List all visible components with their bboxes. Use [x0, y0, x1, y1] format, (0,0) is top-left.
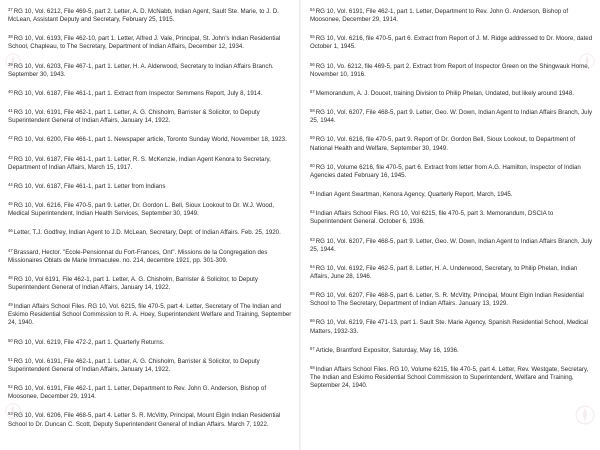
- watermark-emblem-icon: [578, 52, 596, 70]
- endnote: [310, 107, 594, 125]
- endnote-number: 46: [8, 228, 13, 234]
- endnote-number: 54: [310, 7, 315, 12]
- endnote-text: RG 10, Vol. 6207, File 468-5, part 6. Letter, S. R. McVitty, Principal, Mount Elgin Indian Residential School to The Secretary, Department of Indian Affairs. January 13, 1929.: [310, 292, 584, 308]
- endnote: [310, 317, 594, 335]
- endnote: [8, 274, 292, 292]
- endnote-text: RG 10, Vol. 6191, File 462-1, part 1. Letter, Department to Rev. John G. Anderson, Bishop of Moosonee, December 29, 1914.: [8, 385, 267, 401]
- endnote: [8, 247, 292, 265]
- endnote-number: 67: [310, 345, 315, 351]
- endnote-number: 40: [8, 88, 13, 94]
- endnote-number: 59: [310, 135, 315, 141]
- endnote-text: Memorandum, A. J. Doucet, training Division to Philip Phelan, Undated, but likely around 1948.: [315, 89, 574, 97]
- endnote: [8, 410, 292, 428]
- endnote: [8, 337, 292, 347]
- endnotes-right-column: [310, 6, 594, 399]
- endnote-number: 39: [8, 61, 13, 67]
- endnote: [8, 154, 292, 172]
- endnote-text: Article, Brantford Expositor, Saturday, May 16, 1936.: [315, 346, 459, 354]
- endnote-number: 55: [310, 34, 315, 40]
- endnote-text: RG 10, Vol. 6191, File 462-1, part 1. Letter, Department to Rev. John G. Anderson, Bishop of Moosonee, December 29, 1914.: [310, 8, 569, 24]
- endnote-text: RG 10, Vol. 6192, File 462-5, part 8. Letter, H. A. Underwood, Secretary, to Philip Phelan, Indian Affairs, June 28, 1946.: [310, 264, 578, 280]
- endnote-number: 68: [310, 364, 315, 370]
- endnote: [8, 134, 292, 144]
- endnote-number: 60: [310, 162, 315, 168]
- page-gutter: [299, 0, 301, 450]
- endnote: [310, 345, 594, 355]
- endnote: [8, 200, 292, 218]
- endnote-text: Indian Affairs School Files. RG 10, Vol. 6215, file 470-5, part 4. Letter, Secretary of The Indian and Eskimo Residential School Commission to R. A. Hoey, Superintendent Welfare and Training, September 24, 1940.: [8, 303, 292, 327]
- watermark-emblem-icon: [4, 402, 22, 420]
- endnote-number: 42: [8, 135, 13, 141]
- endnote: [8, 383, 292, 401]
- endnote-text: Indian Agent Swartman, Kenora Agency, Quarterly Report, March, 1945.: [315, 191, 513, 199]
- endnote: [310, 290, 594, 308]
- endnote-text: RG 10, Vol. 6187, File 461-1, part 1. Extract from Inspector Semmens Report, July 8, 1914.: [13, 89, 263, 97]
- endnote: [310, 364, 594, 390]
- endnote-number: 61: [310, 190, 315, 196]
- endnote-text: RG 10, Vol. 6219, File 471-13, part 1. Sault Ste. Marie Agency, Spanish Residential School, Medical Matters, 1932-33.: [310, 319, 588, 335]
- endnote: [8, 61, 292, 79]
- endnote-text: RG 10, Vol. 6212, File 469-5, part 2. Letter, A. D. McNabb, Indian Agent, Sault Ste. Marie, to J. D. McLean, Assistant Deputy and Secretary, February 25, 1915.: [8, 8, 279, 24]
- watermark-emblem-icon: [574, 404, 596, 426]
- endnote-number: 65: [310, 291, 315, 297]
- endnote: [8, 6, 292, 24]
- endnote-number: 43: [8, 154, 13, 160]
- endnote-number: 64: [310, 263, 315, 269]
- endnote-number: 53: [8, 411, 13, 417]
- endnote-number: 47: [8, 247, 13, 253]
- endnote-number: 49: [8, 302, 13, 308]
- endnote-number: 63: [310, 236, 315, 242]
- endnote-text: RG 10, Vol. 6207, File 468-5, part 9. Letter, Geo. W. Down, Indian Agent to Indian Affairs Branch, July 25, 1944.: [310, 109, 593, 125]
- endnote: [310, 61, 594, 79]
- endnote: [8, 181, 292, 191]
- endnote-number: 37: [8, 7, 13, 12]
- endnote-text: RG 10, Vol. 6191, File 462-1, part 1. Letter, A. G. Chisholm, Barrister & Solicitor, to Deputy Superintendent General of Indian Affairs, January 14, 1922.: [8, 109, 260, 125]
- endnote-text: RG 10, Vol. 6207, File 468-5, part 9. Letter, Geo. W. Down, Indian Agent to Indian Affairs Branch, July 25, 1944.: [310, 237, 593, 253]
- endnote-text: RG 10, Vol. 6191, File 462-1, part 1. Letter, A. G. Chisholm, Barrister & Solicitor, to Deputy Superintendent General of Indian Affairs, January 14, 1922.: [8, 357, 260, 373]
- endnote: [8, 33, 292, 51]
- endnote: [310, 33, 594, 51]
- endnote-text: RG 10, Vol. 6187, File 461-1, part 1. Letter, R. S. McKenzie, Indian Agent Kenora to Secretary, Department of Indian Affairs, March 15, 1917.: [8, 155, 271, 171]
- endnote-text: RG 10, Vol. 6216, file 470-5, part 9. Report of Dr. Gordon Bell, Sioux Lookout, to Department of National Health and Welfare, September 30, 1949.: [310, 136, 576, 152]
- endnote: [310, 6, 594, 24]
- endnote-text: Indian Affairs School Files. RG 10, Volume 6215, file 470-5, part 4. Letter, Rev. Westgate, Secretary, The Indian and Eskimo Residential School Commission to Superintendent, Welfare and Training, September 24, 1940.: [310, 365, 589, 390]
- endnote-number: 51: [8, 356, 13, 362]
- endnote-number: 48: [8, 274, 13, 280]
- endnote-number: 50: [8, 337, 13, 343]
- endnote-text: RG 10, Vol. 6216, File 470-5, part 9. Letter, Dr. Gordon L. Bell, Sioux Lookout to Dr. W.J. Wood, Medical Superintendent, Indian Health Services, September 30, 1949.: [8, 202, 274, 218]
- endnote-number: 58: [310, 108, 315, 114]
- endnote-text: RG 10, Vol. 6187, File 461-1, part 1. Letter from Indians: [13, 182, 166, 190]
- endnote: [310, 263, 594, 281]
- endnote-number: 44: [8, 181, 13, 187]
- endnote: [310, 189, 594, 199]
- endnote-number: 57: [310, 88, 315, 94]
- endnote-text: Indian Affairs School Files. RG 10, Vol 6215, file 470-5, part 3. Memorandum, DSCIA to Superintendent General. October 6, 1936.: [310, 210, 554, 226]
- endnote-text: Brassard, Hector. "Ecole-Pensionnat du Fort-Frances, Ont". Missions de la Congregation des Missionaires Oblats de Marie Immaculee. no. 214, decembre 1921, pp. 301-309.: [8, 248, 268, 264]
- endnote-text: RG 10, Vol. 6200, File 466-1, part 1. Newspaper article, Toronto Sunday World, November 18, 1923.: [13, 136, 287, 144]
- endnote: [8, 301, 292, 327]
- endnote: [8, 107, 292, 125]
- endnote: [8, 88, 292, 98]
- endnote: [8, 227, 292, 237]
- endnote: [310, 134, 594, 152]
- endnote-text: RG 10, Vol. 6203, File 467-1, part 1. Letter, H. A. Alderwood, Secretary to Indian Affairs Branch. September 30, 1943.: [8, 62, 274, 78]
- endnote-number: 56: [310, 61, 315, 67]
- watermark-emblem-icon: [4, 52, 22, 70]
- endnote-number: 62: [310, 209, 315, 215]
- endnote-text: RG 10, Vo. 6212, file 469-5, part 2. Extract from Report of Inspector Green on the Shingwauk Home, November 10, 1916.: [310, 62, 590, 78]
- endnote-text: RG 10, Vol. 6206, File 468-5, part 4. Letter S. R. McVitty, Principal, Mount Elgin Indian Residential School to Dr. Duncan C. Scott, Deputy Superintendent General of Indian Affairs. March 7, 1922.: [8, 412, 281, 428]
- endnote-number: 38: [8, 34, 13, 40]
- endnote: [310, 236, 594, 254]
- endnote-text: RG 10, Vol. 6193, File 462-10, part 1. Letter, Alfred J. Vale, Principal, St. John's Indian Residential School, Chapleau, to The Secretary, Department of Indian Affairs, December 12, 1934.: [8, 35, 281, 51]
- endnote-number: 41: [8, 108, 13, 114]
- endnote-number: 45: [8, 201, 13, 207]
- endnote-text: RG 10, Vol 6191, File 462-1, part 1. Letter, A. G. Chisholm, Barrister & Solicitor, to Deputy Superintendent General of Indian Affairs, January 14, 1922.: [8, 275, 258, 291]
- endnote-number: 66: [310, 318, 315, 324]
- endnote: [310, 88, 594, 98]
- endnote: [310, 208, 594, 226]
- endnote-text: RG 10, Vol. 6219, File 472-2, part 1. Quarterly Returns.: [13, 338, 165, 346]
- endnote: [8, 356, 292, 374]
- endnote-text: Letter, T.J. Godfrey, Indian Agent to J.D. McLean, Secretary, Dept. of Indian Affairs. Feb. 25, 1920.: [13, 229, 281, 237]
- endnote-text: RG 10, Vol. 6216, file 470-5, part 6. Extract from Report of J. M. Ridge addressed to Dr. Moore, dated October 1, 1945.: [310, 35, 593, 51]
- endnote-text: RG 10, Volume 6216, file 470-5, part 6. Extract from letter from A.G. Hamilton, Inspector of Indian Agencies dated February 16, 1945.: [310, 163, 581, 179]
- endnotes-left-column: [8, 6, 292, 438]
- endnote: [310, 162, 594, 180]
- endnote-number: 52: [8, 384, 13, 390]
